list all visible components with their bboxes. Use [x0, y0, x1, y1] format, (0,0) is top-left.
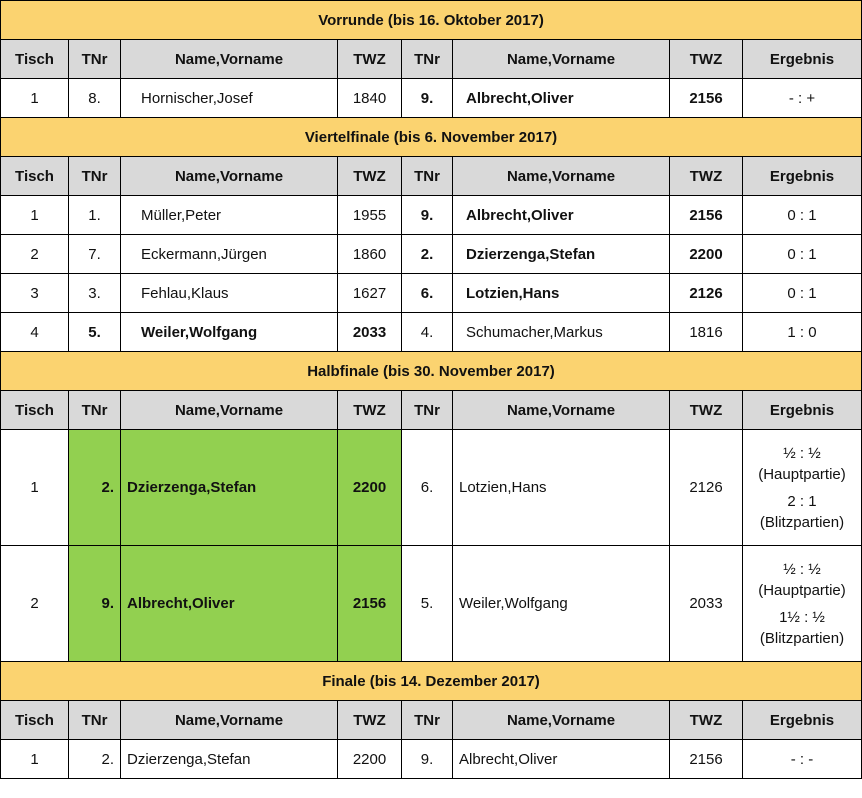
player1-name: Hornischer,Josef	[121, 79, 338, 118]
player1-tnr: 2.	[69, 430, 121, 546]
player1-tnr: 3.	[69, 274, 121, 313]
col-tnr-2: TNr	[402, 157, 453, 196]
player1-twz: 2200	[338, 740, 402, 779]
col-twz: TWZ	[338, 40, 402, 79]
col-ergebnis: Ergebnis	[743, 391, 862, 430]
col-twz: TWZ	[338, 157, 402, 196]
player2-twz: 2200	[670, 235, 743, 274]
round-title: Viertelfinale (bis 6. November 2017)	[1, 118, 862, 157]
round-title: Finale (bis 14. Dezember 2017)	[1, 662, 862, 701]
player1-tnr: 2.	[69, 740, 121, 779]
tisch-cell: 1	[1, 430, 69, 546]
player1-name: Fehlau,Klaus	[121, 274, 338, 313]
player1-name: Müller,Peter	[121, 196, 338, 235]
main-game-score: ½ : ½	[783, 444, 821, 462]
game-row	[1, 235, 862, 274]
player1-tnr: 8.	[69, 79, 121, 118]
col-twz: TWZ	[338, 701, 402, 740]
col-tisch: Tisch	[1, 391, 69, 430]
col-name-2: Name,Vorname	[453, 391, 670, 430]
col-name: Name,Vorname	[121, 157, 338, 196]
game-row	[1, 196, 862, 235]
tisch-cell: 2	[1, 235, 69, 274]
player2-name: Schumacher,Markus	[453, 313, 670, 352]
col-tisch: Tisch	[1, 157, 69, 196]
player1-name: Dzierzenga,Stefan	[121, 430, 338, 546]
col-ergebnis: Ergebnis	[743, 157, 862, 196]
player2-twz: 2126	[670, 430, 743, 546]
column-header-row	[1, 701, 862, 740]
col-tnr: TNr	[69, 391, 121, 430]
player1-twz: 2200	[338, 430, 402, 546]
result-cell	[743, 546, 862, 662]
game-row	[1, 79, 862, 118]
tisch-cell: 1	[1, 196, 69, 235]
col-twz: TWZ	[338, 391, 402, 430]
tisch-cell: 1	[1, 79, 69, 118]
player2-tnr: 6.	[402, 430, 453, 546]
tisch-cell: 1	[1, 740, 69, 779]
player2-name: Lotzien,Hans	[453, 274, 670, 313]
game-row	[1, 313, 862, 352]
result-cell: - : +	[743, 79, 862, 118]
player2-twz: 2156	[670, 740, 743, 779]
col-tnr-2: TNr	[402, 40, 453, 79]
col-ergebnis: Ergebnis	[743, 40, 862, 79]
blitz-score: 1½ : ½	[779, 608, 825, 626]
round-vorrunde	[1, 1, 862, 118]
player2-name: Albrecht,Oliver	[453, 196, 670, 235]
col-twz-2: TWZ	[670, 701, 743, 740]
blitz-score: 2 : 1	[787, 492, 817, 510]
game-row	[1, 740, 862, 779]
player2-tnr: 9.	[402, 740, 453, 779]
col-name-2: Name,Vorname	[453, 701, 670, 740]
player1-twz: 1627	[338, 274, 402, 313]
player2-tnr: 2.	[402, 235, 453, 274]
column-header-row	[1, 40, 862, 79]
round-title: Vorrunde (bis 16. Oktober 2017)	[1, 1, 862, 40]
main-game-label: (Hauptpartie)	[758, 581, 846, 599]
result-cell: 1 : 0	[743, 313, 862, 352]
player2-name: Weiler,Wolfgang	[453, 546, 670, 662]
blitz-label: (Blitzpartien)	[759, 513, 845, 531]
player1-name: Albrecht,Oliver	[121, 546, 338, 662]
player2-name: Albrecht,Oliver	[453, 79, 670, 118]
player1-tnr: 7.	[69, 235, 121, 274]
result-cell: 0 : 1	[743, 235, 862, 274]
player2-twz: 2126	[670, 274, 743, 313]
col-tnr-2: TNr	[402, 391, 453, 430]
player2-tnr: 5.	[402, 546, 453, 662]
round-title: Halbfinale (bis 30. November 2017)	[1, 352, 862, 391]
col-tnr: TNr	[69, 157, 121, 196]
player2-tnr: 9.	[402, 196, 453, 235]
player1-name: Weiler,Wolfgang	[121, 313, 338, 352]
game-row	[1, 430, 862, 546]
col-ergebnis: Ergebnis	[743, 701, 862, 740]
player1-name: Dzierzenga,Stefan	[121, 740, 338, 779]
round-viertelfinale	[1, 118, 862, 352]
player2-tnr: 4.	[402, 313, 453, 352]
col-tnr-2: TNr	[402, 701, 453, 740]
player2-name: Dzierzenga,Stefan	[453, 235, 670, 274]
col-name: Name,Vorname	[121, 40, 338, 79]
col-name-2: Name,Vorname	[453, 157, 670, 196]
col-twz-2: TWZ	[670, 40, 743, 79]
col-tisch: Tisch	[1, 701, 69, 740]
blitz-label: (Blitzpartien)	[759, 629, 845, 647]
main-game-score: ½ : ½	[783, 560, 821, 578]
player1-twz: 1860	[338, 235, 402, 274]
main-game-label: (Hauptpartie)	[758, 465, 846, 483]
player2-twz: 2156	[670, 196, 743, 235]
player2-twz: 2156	[670, 79, 743, 118]
player1-tnr: 5.	[69, 313, 121, 352]
player2-tnr: 6.	[402, 274, 453, 313]
col-twz-2: TWZ	[670, 391, 743, 430]
col-twz-2: TWZ	[670, 157, 743, 196]
col-tnr: TNr	[69, 40, 121, 79]
column-header-row	[1, 391, 862, 430]
tisch-cell: 4	[1, 313, 69, 352]
round-halbfinale	[1, 352, 862, 662]
col-tisch: Tisch	[1, 40, 69, 79]
player2-twz: 1816	[670, 313, 743, 352]
col-name-2: Name,Vorname	[453, 40, 670, 79]
player2-name: Albrecht,Oliver	[453, 740, 670, 779]
game-row	[1, 274, 862, 313]
result-cell: - : -	[743, 740, 862, 779]
result-cell: 0 : 1	[743, 274, 862, 313]
player2-tnr: 9.	[402, 79, 453, 118]
player1-tnr: 1.	[69, 196, 121, 235]
tisch-cell: 2	[1, 546, 69, 662]
col-name: Name,Vorname	[121, 701, 338, 740]
player1-twz: 1955	[338, 196, 402, 235]
round-finale	[1, 662, 862, 779]
column-header-row	[1, 157, 862, 196]
col-name: Name,Vorname	[121, 391, 338, 430]
player2-name: Lotzien,Hans	[453, 430, 670, 546]
col-tnr: TNr	[69, 701, 121, 740]
player1-twz: 2033	[338, 313, 402, 352]
player1-name: Eckermann,Jürgen	[121, 235, 338, 274]
result-cell	[743, 430, 862, 546]
player2-twz: 2033	[670, 546, 743, 662]
player1-tnr: 9.	[69, 546, 121, 662]
result-cell: 0 : 1	[743, 196, 862, 235]
player1-twz: 1840	[338, 79, 402, 118]
player1-twz: 2156	[338, 546, 402, 662]
tisch-cell: 3	[1, 274, 69, 313]
game-row	[1, 546, 862, 662]
